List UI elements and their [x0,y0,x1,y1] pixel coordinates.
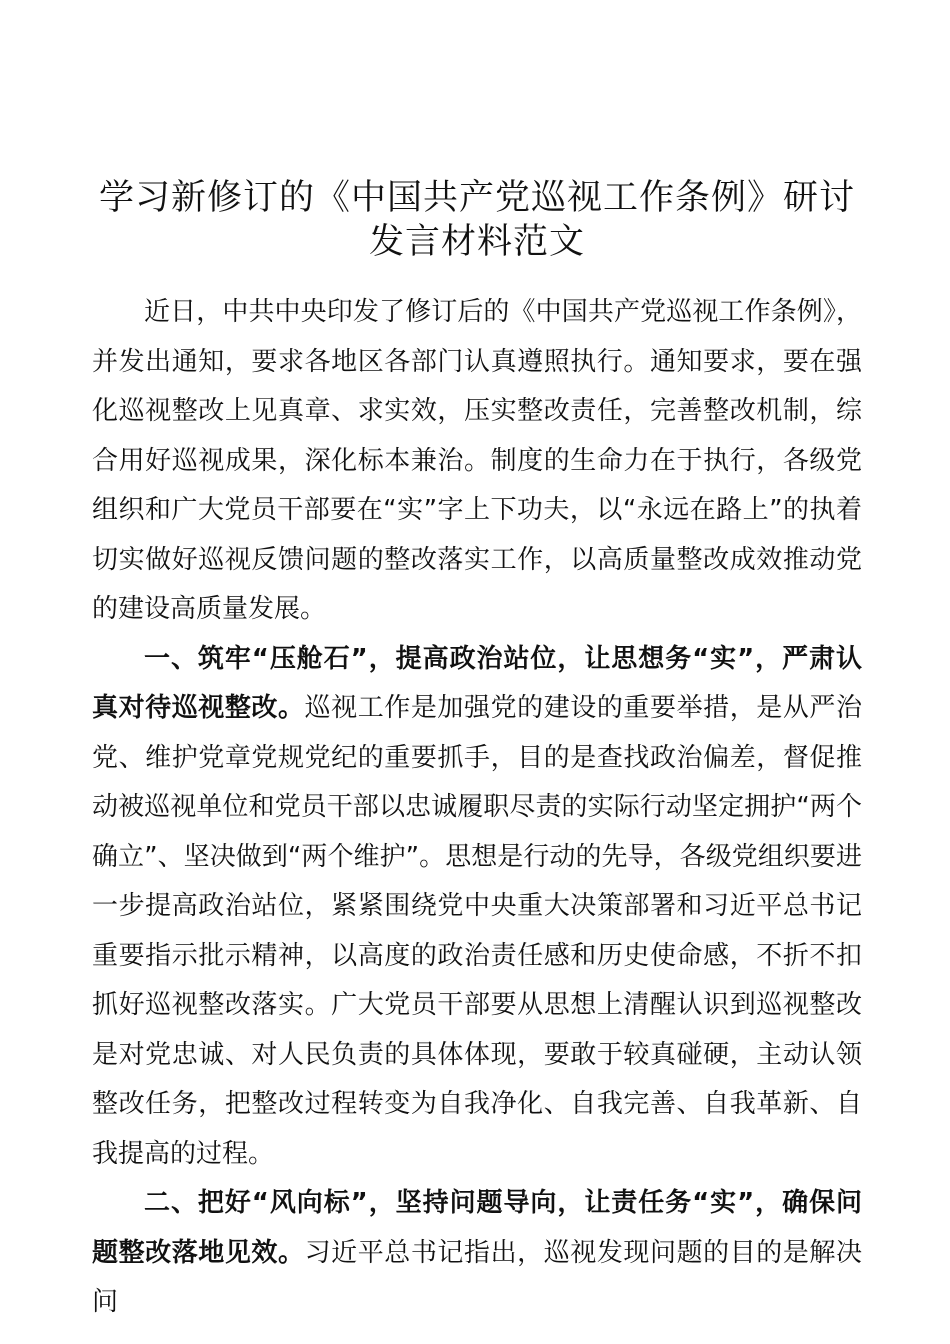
section-one-body: 巡视工作是加强党的建设的重要举措，是从严治党、维护党章党规党纪的重要抓手，目的是查找政治偏差，督促推动被巡视单位和党员干部以忠诚履职尽责的实际行动坚定拥护“两个确立”、坚决做到“两个维护”。思想是行动的先导，各级党组织要进一步提高政治站位，紧紧围绕党中央重大决策部署和习近平总书记重要指示批示精神，以高度的政治责任感和历史使命感，不折不扣抓好巡视整改落实。广大党员干部要从思想上清醒认识到巡视整改是对党忠诚、对人民负责的具体体现，要敢于较真碰硬，主动认领整改任务，把整改过程转变为自我净化、自我完善、自我革新、自我提高的过程。 [92,693,862,1169]
document-title [92,176,862,264]
title-line-1: 学习新修订的《中国共产党巡视工作条例》研讨 [98,178,855,218]
section-two-paragraph [92,1179,862,1328]
section-one-heading: 一、筑牢“压舱石”，提高政治站位，让思想务“实”，严肃认真对待巡视整改。 [92,643,862,723]
intro-paragraph [92,288,862,635]
section-two-body: 习近平总书记指出，巡视发现问题的目的是解决问 [92,1237,862,1317]
section-two-heading: 二、把好“风向标”，坚持问题导向，让责任务“实”，确保问题整改落地见效。 [92,1188,862,1268]
paragraph-body: 近日，中共中央印发了修订后的《中国共产党巡视工作条例》，并发出通知，要求各地区各部门认真遵照执行。通知要求，要在强化巡视整改上见真章、求实效，压实整改责任，完善整改机制，综合用好巡视成果，深化标本兼治。制度的生命力在于执行，各级党组织和广大党员干部要在“实”字上下功夫，以“永远在路上”的执着切实做好巡视反馈问题的整改落实工作，以高质量整改成效推动党的建设高质量发展。 [92,297,862,624]
section-one-paragraph [92,635,862,1180]
document-page [92,176,862,1328]
title-line-2: 发言材料范文 [368,222,585,262]
